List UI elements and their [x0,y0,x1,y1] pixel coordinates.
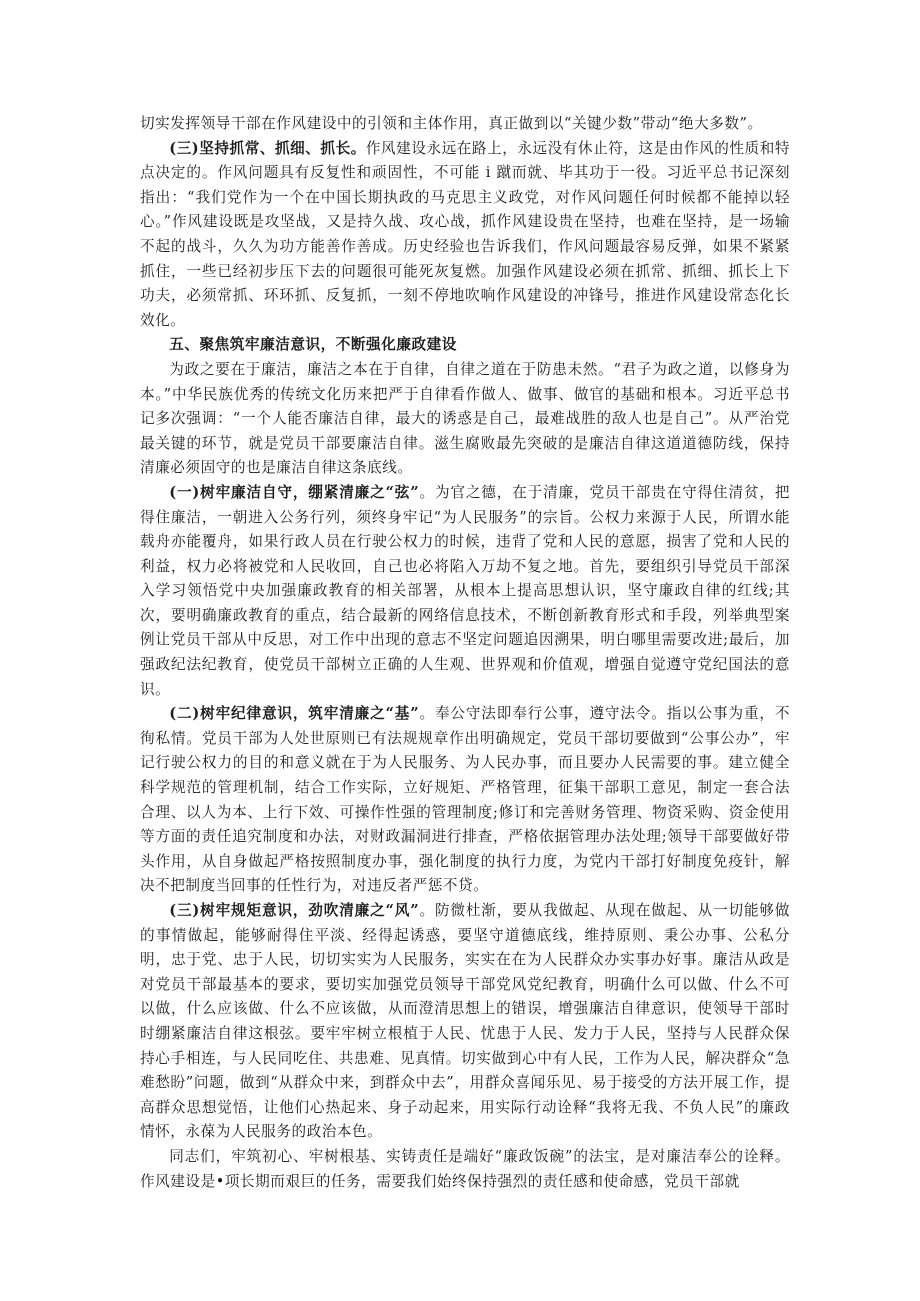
subheading-3: (三)坚持抓常、抓细、抓长。 [169,139,366,157]
paragraph-3: 为政之要在于廉洁，廉洁之本在于自律，自律之道在于防患未然。“君子为政之道，以修身为本。”中华民族优秀的传统文化历来把严于自律看作做人、做事、做官的基础和根本。习近平总书记多次强调：“一个人能否廉洁自律，最大的诱惑是自己，最难战胜的敌人也是自己”。从严治党最关键的环节，就是党员干部要廉洁自律。滋生腐败最先突破的是廉洁自律这道道德防线，保持清廉必须固守的也是廉洁自律这条底线。 [140,360,790,477]
paragraph-2-body: 作风建设永远在路上，永远没有休止符，这是由作风的性质和特点决定的。作风问题具有反复性和顽固性，不可能 i 蹴而就、毕其功于一役。习近平总书记深刻指出：“我们党作为一个在中国长期执政的马克思主义政党，对作风问题任何时候都不能掉以轻心。”作风建设既是攻坚战，又是持久战、攻心战，抓作风建设贵在坚持，也难在坚持，是一场输不起的战斗，久久为功方能善作善成。历史经验也告诉我们，作风问题最容易反弹，如果不紧紧抓住，一些已经初步压下去的问题很可能死灰复燃。加强作风建设必须在抓常、抓细、抓长上下功夫，必须常抓、环环抓、反复抓，一刻不停地吹响作风建设的冲锋号，推进作风建设常态化长效化。 [140,139,790,329]
paragraph-6 [140,899,790,1145]
section-5-title: 五、聚焦筑牢廉洁意识，不断强化廉政建设 [169,336,457,354]
subheading-3b: (三)树牢规矩意识，劲吹清廉之“风” [169,902,420,919]
paragraph-6-body: 。防微杜渐，要从我做起、从现在做起、从一切能够做的事情做起，能够耐得住平淡、经得起诱惑，要坚守道德底线，维持原则、秉公办事、公私分明，忠于党、忠于人民，切切实实为人民服务，实实在在为人民群众办实事办好事。廉洁从政是对党员干部最基本的要求，要切实加强党员领导干部党风党纪教育，明确什么可以做、什么不可以做，什么应该做、什么不应该做，从而澄清思想上的错误，增强廉洁自律意识，使领导干部时时绷紧廉洁自律这根弦。要牢牢树立根植于人民、忧患于人民、发力于人民，坚持与人民群众保持心手相连，与人民同吃住、共患难、见真情。切实做到心中有人民，工作为人民，解决群众“急难愁盼”问题，做到“从群众中来，到群众中去”，用群众喜闻乐见、易于接受的方法开展工作，提高群众思想觉悟，让他们心热起来、身子动起来，用实际行动诠释“我将无我、不负人民”的廉政情怀，永葆为人民服务的政治本色。 [140,902,790,1141]
subheading-2: (二)树牢纪律意识，筑牢清廉之“基” [169,705,420,723]
subheading-1: (一)树牢廉洁自守，绷紧清廉之“弦” [169,483,420,501]
paragraph-7: 同志们，牢筑初心、牢树根基、实铸责任是端好“廉政饭碗”的法宝，是对廉洁奉公的诠释。作风建设是•项长期而艰巨的任务，需要我们始终保持强烈的责任感和使命感，党员干部就 [140,1147,790,1190]
document-page [140,112,790,1194]
paragraph-5-body: 。奉公守法即奉行公事，遵守法令。指以公事为重，不徇私情。党员干部为人处世原则已有法规规章作出明确规定，党员干部切要做到“公事公办”，牢记行驶公权力的目的和意义就在于为人民服务、为人民办事，而且要办人民需要的事。建立健全科学规范的管理机制，结合工作实际，立好规矩、严格管理，征集干部职工意见，制定一套合法合理、以人为本、上行下效、可操作性强的管理制度;修订和完善财务管理、物资采购、资金使用等方面的责任追究制度和办法，对财政漏洞进行排查，严格依据管理办法处理;领导干部要做好带头作用，从自身做起严格按照制度办事，强化制度的执行力度，为党内干部打好制度免疫针，解决不把制度当回事的任性行为，对违反者严惩不贷。 [140,705,790,895]
paragraph-4-body: 。为官之德，在于清廉，党员干部贵在守得住清贫，把得住廉洁，一朝进入公务行列，须终身牢记“为人民服务”的宗旨。公权力来源于人民，所谓水能载舟亦能覆舟，如果行政人员在行驶公权力的时候，违背了党和人民的意愿，损害了党和人民的利益，权力必将被党和人民收回，自己也必将陷入万劫不复之地。首先，要组织引导党员干部深入学习领悟党中央加强廉政教育的相关部署，从根本上提高思想认识，坚守廉政自律的红线;其次，要明确廉政教育的重点，结合最新的网络信息技术，不断创新教育形式和手段，列举典型案例让党员干部从中反思，对工作中出现的意志不坚定问题追因溯果，明白哪里需要改进;最后，加强政纪法纪教育，使党员干部树立正确的人生观、世界观和价值观，增强自觉遵守党纪国法的意识。 [140,483,790,698]
paragraph-4 [140,481,790,702]
paragraph-5 [140,702,790,899]
paragraph-2 [140,137,790,334]
paragraph-1: 切实发挥领导干部在作风建设中的引领和主体作用，真正做到以“关键少数”带动“绝大多数”。 [140,115,763,132]
